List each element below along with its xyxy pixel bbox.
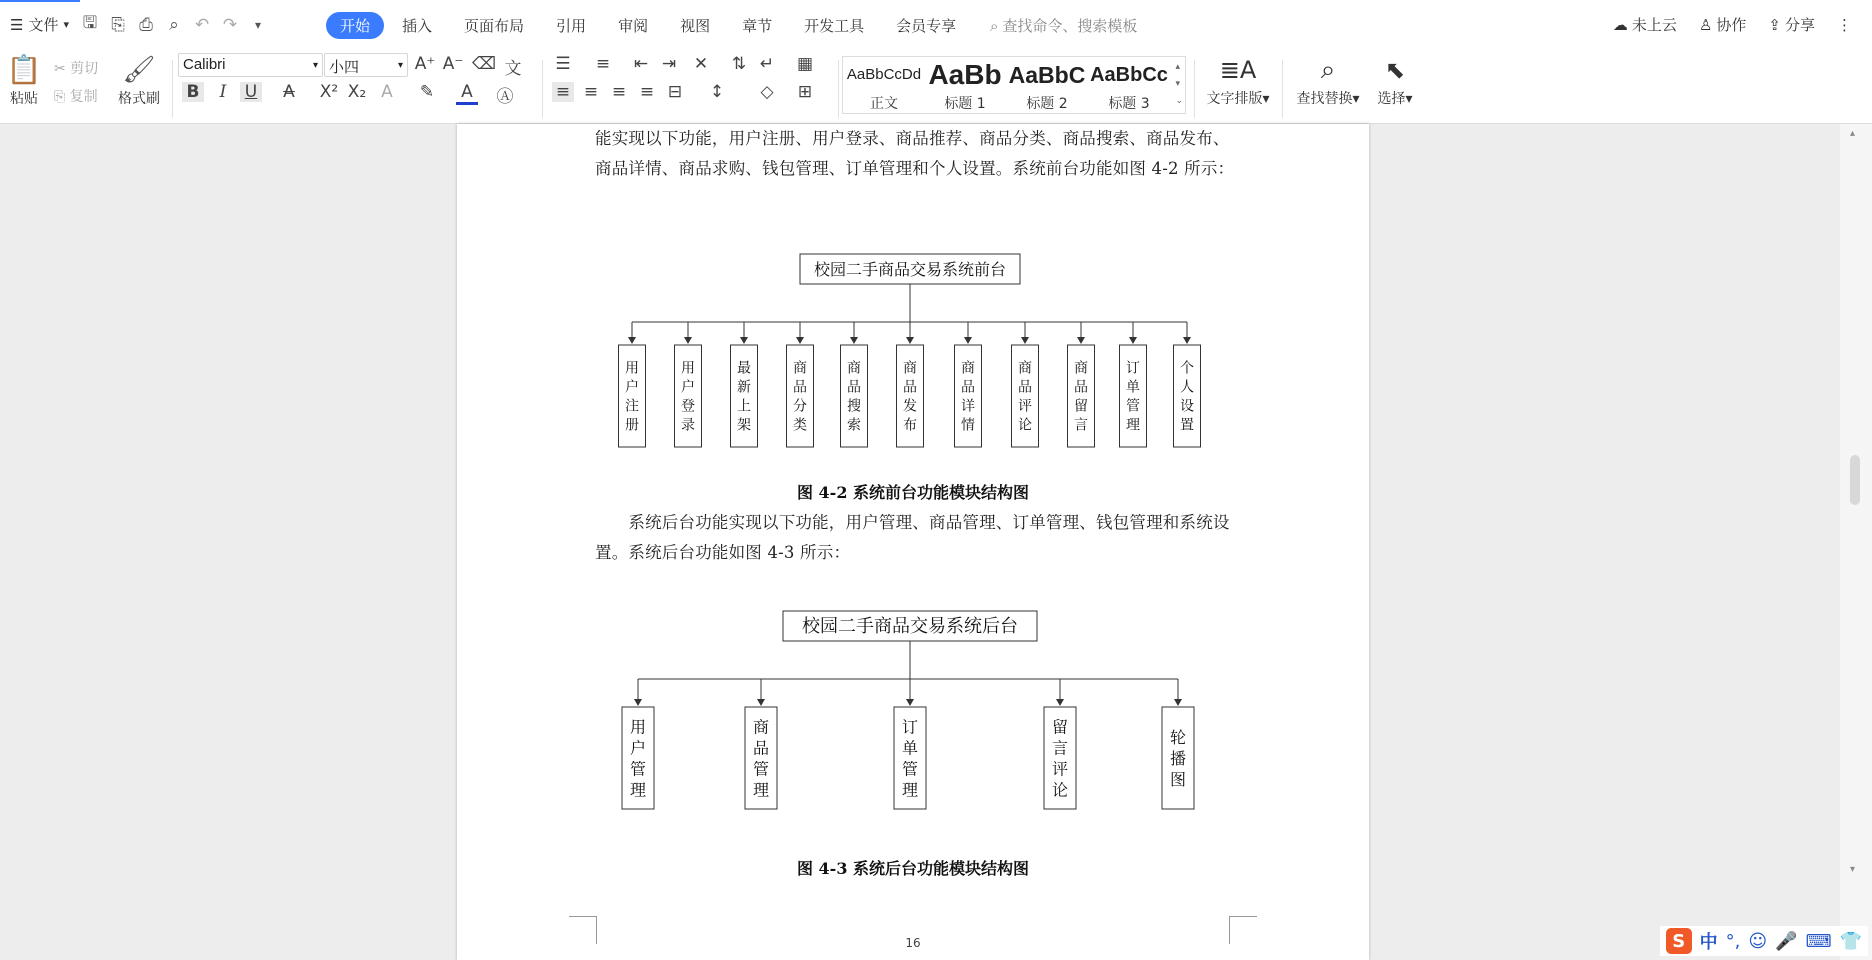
copy-button[interactable]: ⎘ 复制 xyxy=(54,89,98,105)
diagram-child-label-char: 品 xyxy=(793,379,807,396)
diagram-child-label-char: 商 xyxy=(961,360,975,377)
diagram-child-label-char: 单 xyxy=(901,738,919,758)
diagram-child-label-char: 类 xyxy=(793,417,807,434)
chevron-down-icon: ▾ xyxy=(397,60,403,71)
diagram-child-label-char: 理 xyxy=(629,780,647,800)
print-preview-icon[interactable]: ⌕ xyxy=(169,14,179,35)
diagram-child-label-char: 轮 xyxy=(1169,727,1187,747)
tab-view[interactable]: 视图 xyxy=(680,17,711,35)
styles-scroll-icon[interactable]: ▴ ▾ ⌄ xyxy=(1175,62,1183,106)
keyboard-icon[interactable]: ⌨ xyxy=(1805,930,1832,952)
diagram-child-label-char: 订 xyxy=(1126,360,1140,377)
share-icon: ⇪ xyxy=(1768,15,1781,34)
increase-indent-icon[interactable]: ⇥ xyxy=(661,54,677,74)
load-progress xyxy=(0,0,80,2)
tab-developer[interactable]: 开发工具 xyxy=(804,17,865,35)
justify-icon[interactable]: ≡ xyxy=(639,82,655,102)
diagram-child-label-char: 注 xyxy=(625,398,639,415)
paragraph-mark-icon[interactable]: ↵ xyxy=(759,54,775,74)
redo-icon[interactable]: ↷ xyxy=(222,14,238,35)
figure-caption-2: 图 4-3 系统后台功能模块结构图 xyxy=(796,859,1030,878)
diagram-child-label-char: 户 xyxy=(681,379,695,396)
cloud-icon: ☁ xyxy=(1612,15,1628,34)
diagram-child-label-char: 订 xyxy=(901,717,919,737)
customize-toolbar-icon[interactable]: ▾ xyxy=(254,17,262,32)
diagram-child-label-char: 理 xyxy=(1126,417,1140,434)
paste-button[interactable]: 📋 粘贴 xyxy=(4,52,44,108)
diagram-child-label-char: 留 xyxy=(1051,717,1069,737)
tab-insert[interactable]: 插入 xyxy=(402,17,433,35)
numbered-list-icon[interactable]: ≡ xyxy=(595,54,611,74)
divider xyxy=(1282,60,1283,118)
style-normal[interactable]: AaBbCcDd 正文 xyxy=(846,66,922,112)
style-heading-2[interactable]: AaBbC 标题 2 xyxy=(1008,62,1086,112)
diagram-child-label-char: 个 xyxy=(1180,360,1194,377)
diagram-child-label-char: 单 xyxy=(1126,379,1140,396)
punctuation-icon[interactable]: °, xyxy=(1725,930,1741,952)
line-spacing-icon[interactable]: ↕ xyxy=(709,82,725,102)
diagram-child-label-char: 最 xyxy=(737,360,751,377)
brush-icon: 🖌 xyxy=(122,55,156,85)
export-pdf-icon[interactable]: ⎘ xyxy=(111,14,125,35)
decrease-indent-icon[interactable]: ⇤ xyxy=(633,54,649,74)
scroll-up-icon[interactable]: ▴ xyxy=(1850,128,1856,139)
tab-home[interactable]: 开始 xyxy=(326,12,384,39)
more-icon[interactable]: ⋮ xyxy=(1837,15,1852,34)
select-button[interactable]: ⬉ 选择▾ xyxy=(1370,52,1420,108)
diagram-child-label-char: 商 xyxy=(903,360,917,377)
document-page[interactable] xyxy=(457,124,1369,960)
diagram-child-label-char: 管 xyxy=(629,759,647,779)
diagram-child-label-char: 评 xyxy=(1051,759,1069,779)
shading-icon[interactable]: ◇ xyxy=(760,82,774,102)
undo-icon[interactable]: ↶ xyxy=(194,14,210,35)
diagram-child-label-char: 索 xyxy=(847,417,861,434)
diagram-root-label: 校园二手商品交易系统后台 xyxy=(802,616,1018,637)
style-heading-1[interactable]: AaBb 标题 1 xyxy=(928,59,1002,112)
diagram-child-label-char: 置 xyxy=(1180,417,1194,434)
subscript-icon[interactable]: X₂ xyxy=(347,82,367,102)
char-border-icon[interactable]: Ⓐ xyxy=(496,87,514,107)
chevron-down-icon: ▾ xyxy=(312,60,318,71)
diagram-child-label-char: 品 xyxy=(1018,379,1032,396)
scroll-down-icon[interactable]: ▾ xyxy=(1850,864,1856,875)
divider xyxy=(1194,60,1195,118)
diagram-child-label-char: 设 xyxy=(1180,398,1194,415)
paragraph[interactable]: 系统后台功能实现以下功能，用户管理、商品管理、订单管理、钱包管理和系统设置。系统后台功能如图 4-3 所示： xyxy=(595,513,1230,562)
diagram-child-label-char: 上 xyxy=(737,398,751,415)
tab-chapter[interactable]: 章节 xyxy=(742,17,773,35)
diagram-child-label-char: 品 xyxy=(961,379,975,396)
diagram-child-label-char: 布 xyxy=(903,417,917,434)
diagram-child-label-char: 管 xyxy=(1126,398,1140,415)
sort-icon[interactable]: ⇅ xyxy=(731,54,747,74)
diagram-child-label-char: 户 xyxy=(629,738,647,758)
text-layout-icon: ≣A xyxy=(1219,56,1257,84)
file-menu-button[interactable]: ☰ 文件 ▾ xyxy=(10,15,69,34)
diagram-child-label-char: 用 xyxy=(625,360,639,377)
chevron-down-icon: ▾ xyxy=(63,18,69,31)
format-painter-button[interactable]: 🖌 格式刷 xyxy=(114,52,164,108)
strikethrough-icon[interactable]: A xyxy=(283,82,295,102)
tab-references[interactable]: 引用 xyxy=(556,17,587,35)
diagram-child-label-char: 管 xyxy=(901,759,919,779)
divider xyxy=(542,60,543,118)
share-button[interactable]: ⇪ 分享 xyxy=(1768,15,1815,34)
diagram-child-label-char: 详 xyxy=(961,398,975,415)
chinese-layout-icon[interactable]: ✕ xyxy=(693,54,709,74)
diagram-child-label-char: 录 xyxy=(681,417,695,434)
cut-button[interactable]: ✂ 剪切 xyxy=(54,61,99,77)
diagram-child-label-char: 户 xyxy=(625,379,639,396)
diagram-child-label-char: 言 xyxy=(1051,738,1069,758)
diagram-child-label-char: 图 xyxy=(1169,769,1187,789)
diagram-child-label-char: 分 xyxy=(793,398,807,415)
bullet-list-icon[interactable]: ☰ xyxy=(555,54,571,74)
command-search[interactable]: ⌕ 查找命令、搜索模板 xyxy=(990,16,1138,35)
align-right-icon[interactable]: ≡ xyxy=(611,82,627,102)
vertical-scrollbar[interactable] xyxy=(1840,124,1872,960)
diagram-child-label-char: 论 xyxy=(1018,417,1032,434)
shrink-font-icon[interactable]: A⁻ xyxy=(442,54,464,74)
diagram-child-label-char: 商 xyxy=(752,717,770,737)
clear-format-icon[interactable]: ⌫ xyxy=(472,54,497,74)
paragraph[interactable]: 能实现以下功能，用户注册、用户登录、商品推荐、商品分类、商品搜索、商品发布、商品详情、商品求购、钱包管理、订单管理和个人设置。系统前台功能如图 4-2 所示： xyxy=(595,129,1235,178)
style-heading-3[interactable]: AaBbCc 标题 3 xyxy=(1090,64,1168,112)
diagram-child-label-char: 理 xyxy=(901,780,919,800)
diagram-child-label-char: 架 xyxy=(737,417,751,434)
diagram-child-label-char: 言 xyxy=(1074,417,1088,434)
superscript-icon[interactable]: X² xyxy=(319,82,339,102)
diagram-child-label-char: 搜 xyxy=(847,398,861,415)
diagram-child-label-char: 品 xyxy=(903,379,917,396)
diagram-child-label-char: 留 xyxy=(1074,398,1088,415)
title-bar xyxy=(0,0,1872,52)
find-replace-button[interactable]: ⌕ 查找替换▾ xyxy=(1292,52,1364,108)
diagram-child-label-char: 商 xyxy=(847,360,861,377)
font-color-icon[interactable]: A xyxy=(456,82,478,105)
figure-caption-1: 图 4-2 系统前台功能模块结构图 xyxy=(796,483,1030,502)
user-icon: ♙ xyxy=(1698,15,1713,34)
diagram-child-label-char: 品 xyxy=(847,379,861,396)
divider xyxy=(838,60,839,118)
microphone-icon[interactable]: 🎤 xyxy=(1775,930,1798,952)
ime-toolbar xyxy=(1660,926,1868,956)
search-icon: ⌕ xyxy=(990,16,999,35)
frontend-structure-diagram xyxy=(457,124,1369,454)
bold-icon[interactable]: B xyxy=(182,82,204,102)
phonetic-guide-icon[interactable]: 文 xyxy=(504,59,522,79)
save-icon[interactable]: 🖫 xyxy=(82,13,98,33)
diagram-child-label-char: 发 xyxy=(903,398,917,415)
italic-icon[interactable]: I xyxy=(219,82,227,102)
divider xyxy=(172,60,173,118)
emoji-icon[interactable]: ☺ xyxy=(1748,930,1768,952)
page-number: 16 xyxy=(905,936,921,950)
diagram-child-label-char: 论 xyxy=(1051,780,1069,800)
diagram-child-label-char: 品 xyxy=(752,738,770,758)
diagram-child-label-char: 人 xyxy=(1180,379,1194,396)
text-layout-button[interactable]: ≣A 文字排版▾ xyxy=(1202,52,1274,108)
distribute-icon[interactable]: ⊟ xyxy=(667,82,683,102)
sogou-logo-icon[interactable]: S xyxy=(1666,928,1692,954)
diagram-child-label-char: 播 xyxy=(1169,748,1187,768)
skin-icon[interactable]: 👕 xyxy=(1839,930,1862,952)
diagram-child-label-char: 商 xyxy=(1074,360,1088,377)
clipboard-icon: 📋 xyxy=(6,53,42,86)
hamburger-icon: ☰ xyxy=(10,15,24,34)
underline-icon[interactable]: U xyxy=(240,82,262,102)
input-language-toggle[interactable]: 中 xyxy=(1699,932,1718,953)
diagram-child-label-char: 新 xyxy=(737,379,751,396)
diagram-child-label-char: 登 xyxy=(681,398,695,415)
collab-button[interactable]: ♙ 协作 xyxy=(1698,15,1747,34)
ribbon xyxy=(0,52,1872,124)
diagram-child-label-char: 册 xyxy=(625,417,639,434)
tab-review[interactable]: 审阅 xyxy=(618,17,649,35)
diagram-child-label-char: 评 xyxy=(1018,398,1032,415)
tab-page-layout[interactable]: 页面布局 xyxy=(464,17,525,35)
print-icon[interactable]: ⎙ xyxy=(139,14,153,35)
ribbon-tabs xyxy=(326,12,970,39)
backend-structure-diagram xyxy=(457,568,1369,818)
align-center-icon[interactable]: ≡ xyxy=(583,82,599,102)
diagram-child-label-char: 管 xyxy=(752,759,770,779)
text-effect-icon[interactable]: A xyxy=(381,82,393,102)
diagram-child-label-char: 理 xyxy=(752,780,770,800)
diagram-child-label-char: 商 xyxy=(793,360,807,377)
cursor-icon: ⬉ xyxy=(1384,56,1406,84)
scrollbar-thumb[interactable] xyxy=(1850,455,1860,505)
borders-icon[interactable]: ⊞ xyxy=(797,82,813,102)
table-grid-icon[interactable]: ▦ xyxy=(796,54,814,74)
diagram-child-label-char: 品 xyxy=(1074,379,1088,396)
align-left-icon[interactable]: ≡ xyxy=(552,82,574,102)
cloud-status-button[interactable]: ☁ 未上云 xyxy=(1612,15,1677,34)
diagram-child-label-char: 商 xyxy=(1018,360,1032,377)
styles-gallery xyxy=(842,56,1186,114)
highlight-icon[interactable]: ✎ xyxy=(419,82,435,102)
diagram-root-label: 校园二手商品交易系统前台 xyxy=(813,260,1007,279)
diagram-child-label-char: 情 xyxy=(961,417,975,434)
magnifier-icon: ⌕ xyxy=(1320,55,1336,85)
font-name-select[interactable]: Calibri ▾ xyxy=(178,53,323,77)
diagram-child-label-char: 用 xyxy=(681,360,695,377)
font-size-select[interactable]: 小四 ▾ xyxy=(324,53,408,77)
tab-member[interactable]: 会员专享 xyxy=(896,17,957,35)
diagram-child-label-char: 用 xyxy=(629,717,647,737)
grow-font-icon[interactable]: A⁺ xyxy=(414,54,436,74)
